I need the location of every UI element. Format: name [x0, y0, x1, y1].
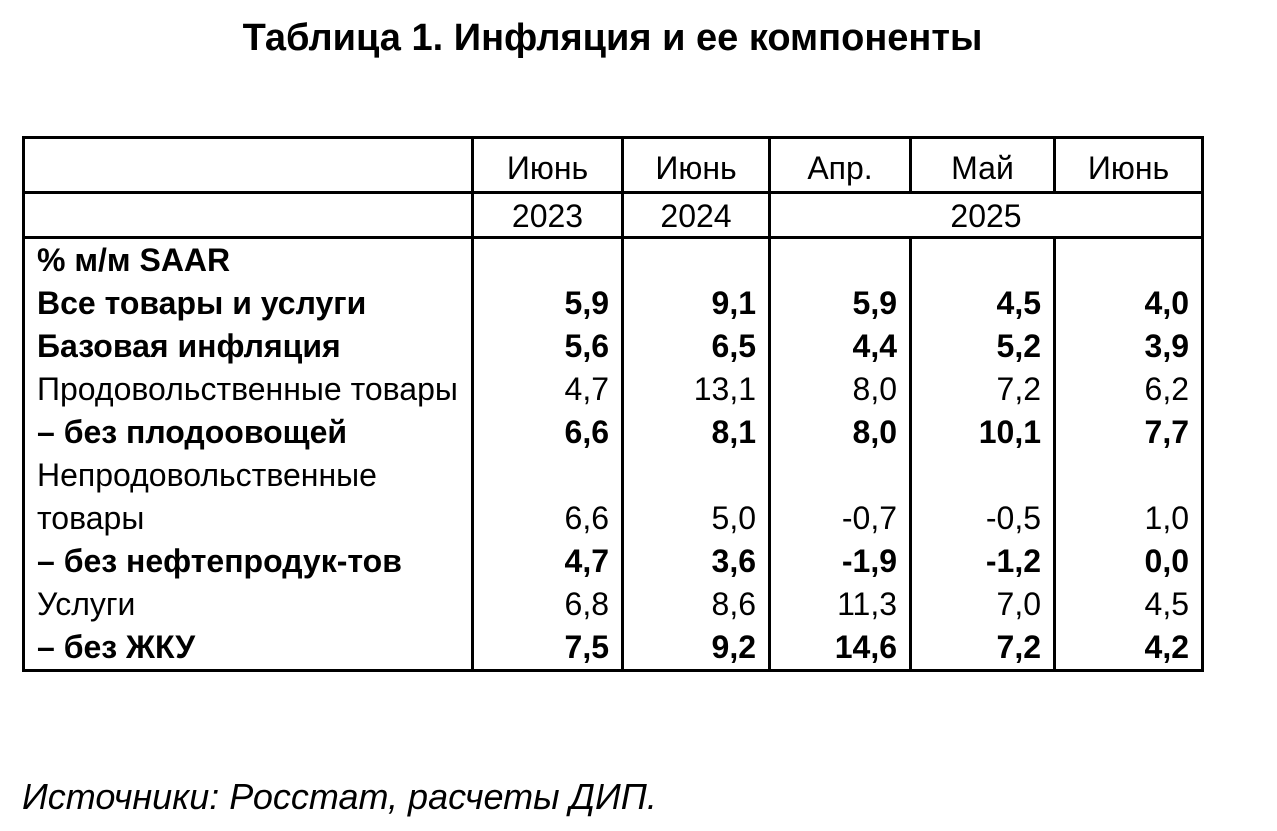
- value-cell: 0,0: [1055, 540, 1203, 583]
- row-label: Продовольственные товары: [24, 368, 473, 411]
- header-year: 2024: [623, 193, 770, 238]
- value-cell: 9,1: [623, 282, 770, 325]
- value-cell: 4,7: [473, 368, 623, 411]
- value-cell: -0,5: [911, 454, 1055, 540]
- value-cell: 3,6: [623, 540, 770, 583]
- value-cell: 5,9: [770, 282, 911, 325]
- value-cell: -1,9: [770, 540, 911, 583]
- table-row: [24, 238, 1203, 283]
- source-note: Источники: Росстат, расчеты ДИП.: [22, 776, 657, 817]
- value-cell: 4,5: [1055, 583, 1203, 626]
- row-label: Все товары и услуги: [24, 282, 473, 325]
- value-cell: 7,7: [1055, 411, 1203, 454]
- row-label: – без нефтепродук-тов: [24, 540, 473, 583]
- value-cell: 14,6: [770, 626, 911, 671]
- value-cell: 6,5: [623, 325, 770, 368]
- header-year: 2023: [473, 193, 623, 238]
- table-row: [24, 282, 1203, 325]
- value-cell: [1055, 238, 1203, 283]
- value-cell: 6,2: [1055, 368, 1203, 411]
- inflation-table: [22, 136, 1204, 672]
- value-cell: [623, 238, 770, 283]
- table-row: [24, 583, 1203, 626]
- value-cell: [911, 238, 1055, 283]
- table-row: [24, 368, 1203, 411]
- value-cell: 7,2: [911, 626, 1055, 671]
- table-row: [24, 325, 1203, 368]
- value-cell: 4,2: [1055, 626, 1203, 671]
- header-empty-cell: [24, 193, 473, 238]
- value-cell: 7,5: [473, 626, 623, 671]
- value-cell: 6,6: [473, 454, 623, 540]
- header-month: Май: [911, 138, 1055, 193]
- value-cell: 4,0: [1055, 282, 1203, 325]
- value-cell: 8,1: [623, 411, 770, 454]
- value-cell: 11,3: [770, 583, 911, 626]
- value-cell: 10,1: [911, 411, 1055, 454]
- row-label: Непродовольственные товары: [24, 454, 473, 540]
- value-cell: [473, 238, 623, 283]
- value-cell: 4,4: [770, 325, 911, 368]
- table-row: [24, 626, 1203, 671]
- header-month: Июнь: [1055, 138, 1203, 193]
- header-month: Апр.: [770, 138, 911, 193]
- value-cell: 8,0: [770, 411, 911, 454]
- value-cell: 4,5: [911, 282, 1055, 325]
- table-row: [24, 540, 1203, 583]
- value-cell: 5,6: [473, 325, 623, 368]
- value-cell: 5,2: [911, 325, 1055, 368]
- value-cell: -1,2: [911, 540, 1055, 583]
- table-row: [24, 454, 1203, 540]
- header-month: Июнь: [473, 138, 623, 193]
- value-cell: 13,1: [623, 368, 770, 411]
- value-cell: 8,0: [770, 368, 911, 411]
- value-cell: 7,0: [911, 583, 1055, 626]
- value-cell: 5,9: [473, 282, 623, 325]
- row-label: – без плодоовощей: [24, 411, 473, 454]
- row-label: % м/м SAAR: [24, 238, 473, 283]
- header-month: Июнь: [623, 138, 770, 193]
- header-row-months: [24, 138, 1203, 193]
- row-label: Услуги: [24, 583, 473, 626]
- value-cell: 4,7: [473, 540, 623, 583]
- header-empty-cell: [24, 138, 473, 193]
- table-row: [24, 411, 1203, 454]
- value-cell: 6,8: [473, 583, 623, 626]
- value-cell: 7,2: [911, 368, 1055, 411]
- value-cell: 8,6: [623, 583, 770, 626]
- row-label: Базовая инфляция: [24, 325, 473, 368]
- header-row-years: [24, 193, 1203, 238]
- value-cell: 6,6: [473, 411, 623, 454]
- value-cell: 9,2: [623, 626, 770, 671]
- header-year: 2025: [770, 193, 1203, 238]
- page-title: Таблица 1. Инфляция и ее компоненты: [242, 17, 983, 59]
- value-cell: 3,9: [1055, 325, 1203, 368]
- value-cell: -0,7: [770, 454, 911, 540]
- row-label: – без ЖКУ: [24, 626, 473, 671]
- value-cell: 5,0: [623, 454, 770, 540]
- value-cell: [770, 238, 911, 283]
- value-cell: 1,0: [1055, 454, 1203, 540]
- table-body: [24, 238, 1203, 671]
